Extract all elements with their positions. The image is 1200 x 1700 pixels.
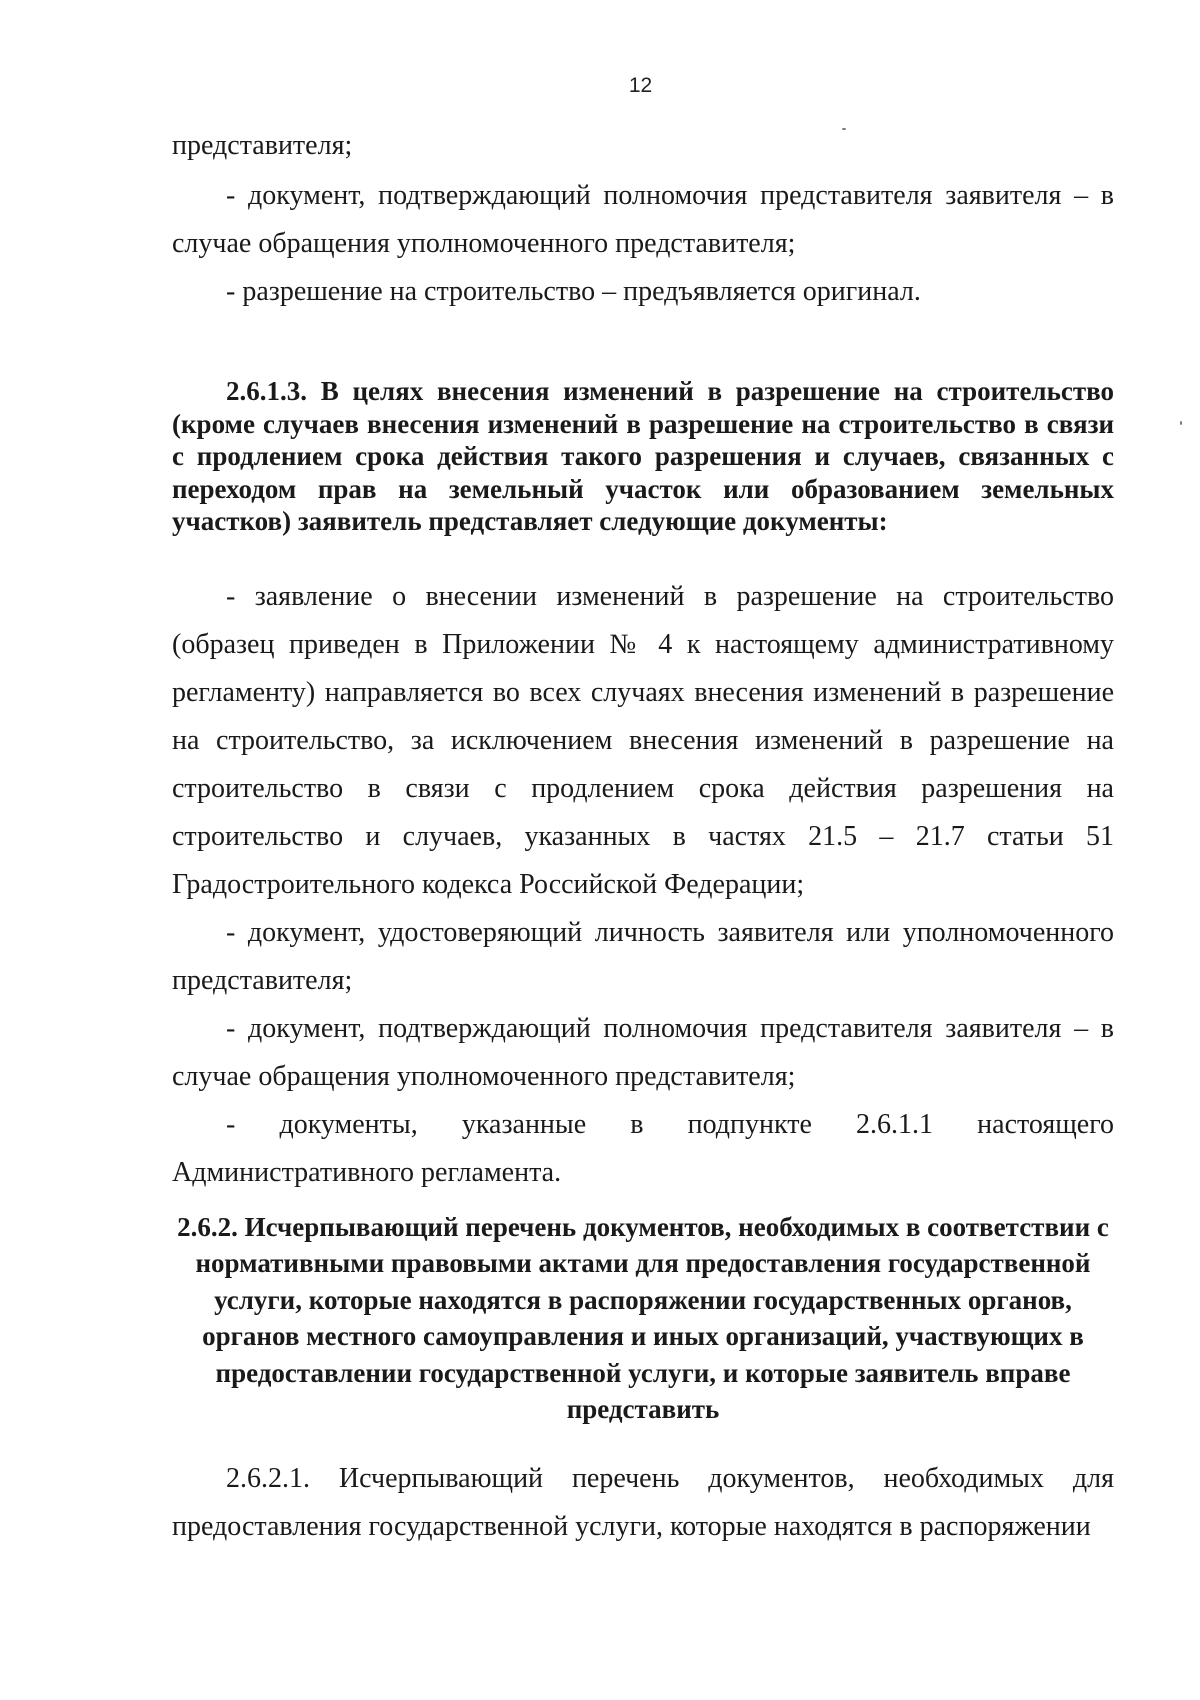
list-item-application: - заявление о внесении изменений в разрешение на строительство (образец приведен в Приложении № 4 к настоящему административному регламенту) направляется во всех случаях внесения изменений в разрешение на строительство, за исключением внесения изменений в разрешение на строительство в связи с продлением срока действия разрешения на строительство и случаев, указанных в частях 21.5 – 21.7 статьи 51 Градостроительного кодекса Российской Федерации;: [172, 580, 1114, 900]
list-item-authority-document: - документ, подтверждающий полномочия представителя заявителя – в случае обращения уполномоченного представителя;: [172, 180, 1114, 259]
document-body: [172, 122, 1114, 1551]
paragraph-representative-continuation: представителя;: [172, 130, 353, 161]
scan-speck: [1180, 421, 1182, 425]
paragraph-2-6-2-1: 2.6.2.1. Исчерпывающий перечень документов, необходимых для предоставления государственной услуги, которые находятся в распоряжении: [172, 1462, 1114, 1542]
list-item-authority-document-2: - документ, подтверждающий полномочия представителя заявителя – в случае обращения уполномоченного представителя;: [172, 1012, 1114, 1092]
page-number: 12: [628, 74, 653, 97]
section-2-6-1-3: 2.6.1.3. В целях внесения изменений в разрешение на строительство (кроме случаев внесения изменений в разрешение на строительство в связи с продлением срока действия такого разрешения и случаев, связанных с переходом прав на земельный участок или образованием земельных участков) заявитель представляет следующие документы:: [172, 376, 1114, 536]
list-item-building-permit: - разрешение на строительство – предъявляется оригинал.: [226, 276, 921, 307]
heading-2-6-2: 2.6.2. Исчерпывающий перечень документов, необходимых в соответствии с нормативными правовыми актами для предоставления государственной услуги, которые находятся в распоряжении государственных органов, органов местного самоуправления и иных организаций, участвующих в предоставлении государственной услуги, и которые заявитель вправе представить: [177, 1211, 1109, 1424]
list-item-documents-2-6-1-1: - документы, указанные в подпункте 2.6.1.1 настоящего Административного регламента.: [172, 1108, 1114, 1188]
list-item-identity-document: - документ, удостоверяющий личность заявителя или уполномоченного представителя;: [172, 916, 1114, 996]
